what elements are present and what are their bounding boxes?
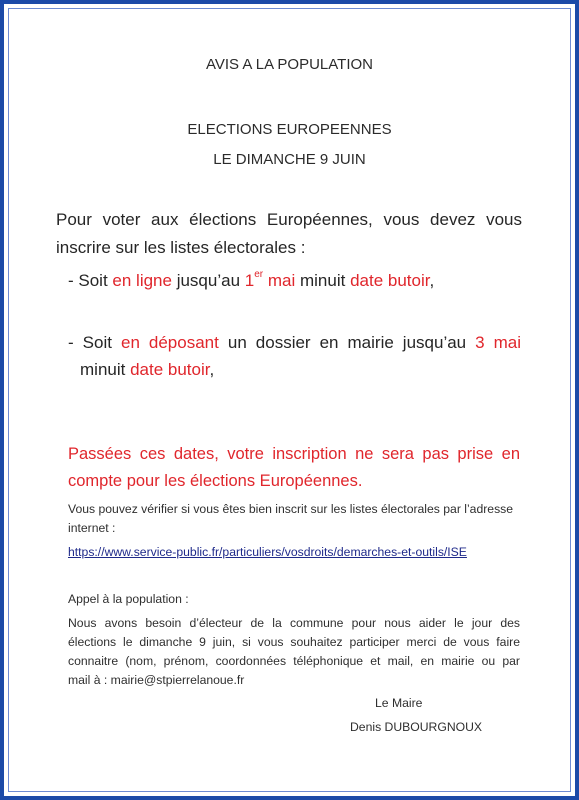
option-online-suffix: ,: [429, 271, 435, 290]
election-date: LE DIMANCHE 9 JUIN: [213, 151, 366, 168]
signature-name: Denis DUBOURGNOUX: [350, 720, 483, 734]
verify-line-2: internet :: [68, 521, 116, 535]
warning-line-2: compte pour les élections Européennes.: [68, 472, 363, 490]
option-online-day: 1: [244, 271, 255, 290]
appeal-line-4: mail à : mairie@stpierrelanoue.fr: [68, 673, 245, 687]
election-title: ELECTIONS EUROPEENNES: [187, 121, 392, 138]
option-mairie-method: en déposant: [120, 333, 219, 352]
appeal-line-3: connaitre (nom, prénom, coordonnées téléphonique et mail, en mairie ou par: [68, 654, 520, 668]
service-public-link[interactable]: https://www.service-public.fr/particuliers/vosdroits/demarches-et-outils/ISE: [68, 545, 467, 559]
intro-line-2: inscrire sur les listes électorales :: [56, 238, 306, 257]
option-mairie-line-1: [68, 333, 521, 353]
option-mairie-date: 3 mai: [475, 333, 521, 352]
option-online-method: en ligne: [112, 271, 172, 290]
option-online-midnight: minuit: [295, 271, 351, 290]
appeal-line-1: Nous avons besoin d’électeur de la commune pour nous aider le jour des: [68, 616, 520, 630]
option-online-prefix: - Soit: [68, 271, 113, 290]
option-online-deadline: date butoir: [350, 271, 430, 290]
intro-line-1: Pour voter aux élections Européennes, vous devez vous: [56, 210, 522, 229]
appeal-title: Appel à la population :: [68, 592, 189, 606]
option-mairie-until: un dossier en mairie jusqu’au: [218, 333, 476, 352]
appeal-line-2: élections le dimanche 9 juin, si vous souhaitez participer merci de vous faire: [68, 635, 520, 649]
option-mairie-deadline: date butoir: [130, 360, 210, 379]
notice-title: AVIS A LA POPULATION: [205, 56, 373, 73]
option-mairie-line-2: [80, 360, 214, 380]
option-online-ordinal: er: [254, 269, 264, 280]
option-online: [68, 271, 434, 291]
warning-line-1: Passées ces dates, votre inscription ne sera pas prise en: [68, 445, 520, 463]
option-mairie-suffix: ,: [209, 360, 215, 379]
option-mairie-midnight: minuit: [80, 360, 131, 379]
option-online-month: mai: [267, 271, 296, 290]
signature-role: Le Maire: [375, 696, 423, 710]
verify-line-1: Vous pouvez vérifier si vous êtes bien inscrit sur les listes électorales par l’adresse: [68, 502, 514, 516]
option-mairie-prefix: - Soit: [68, 333, 121, 352]
option-online-until: jusqu’au: [171, 271, 245, 290]
